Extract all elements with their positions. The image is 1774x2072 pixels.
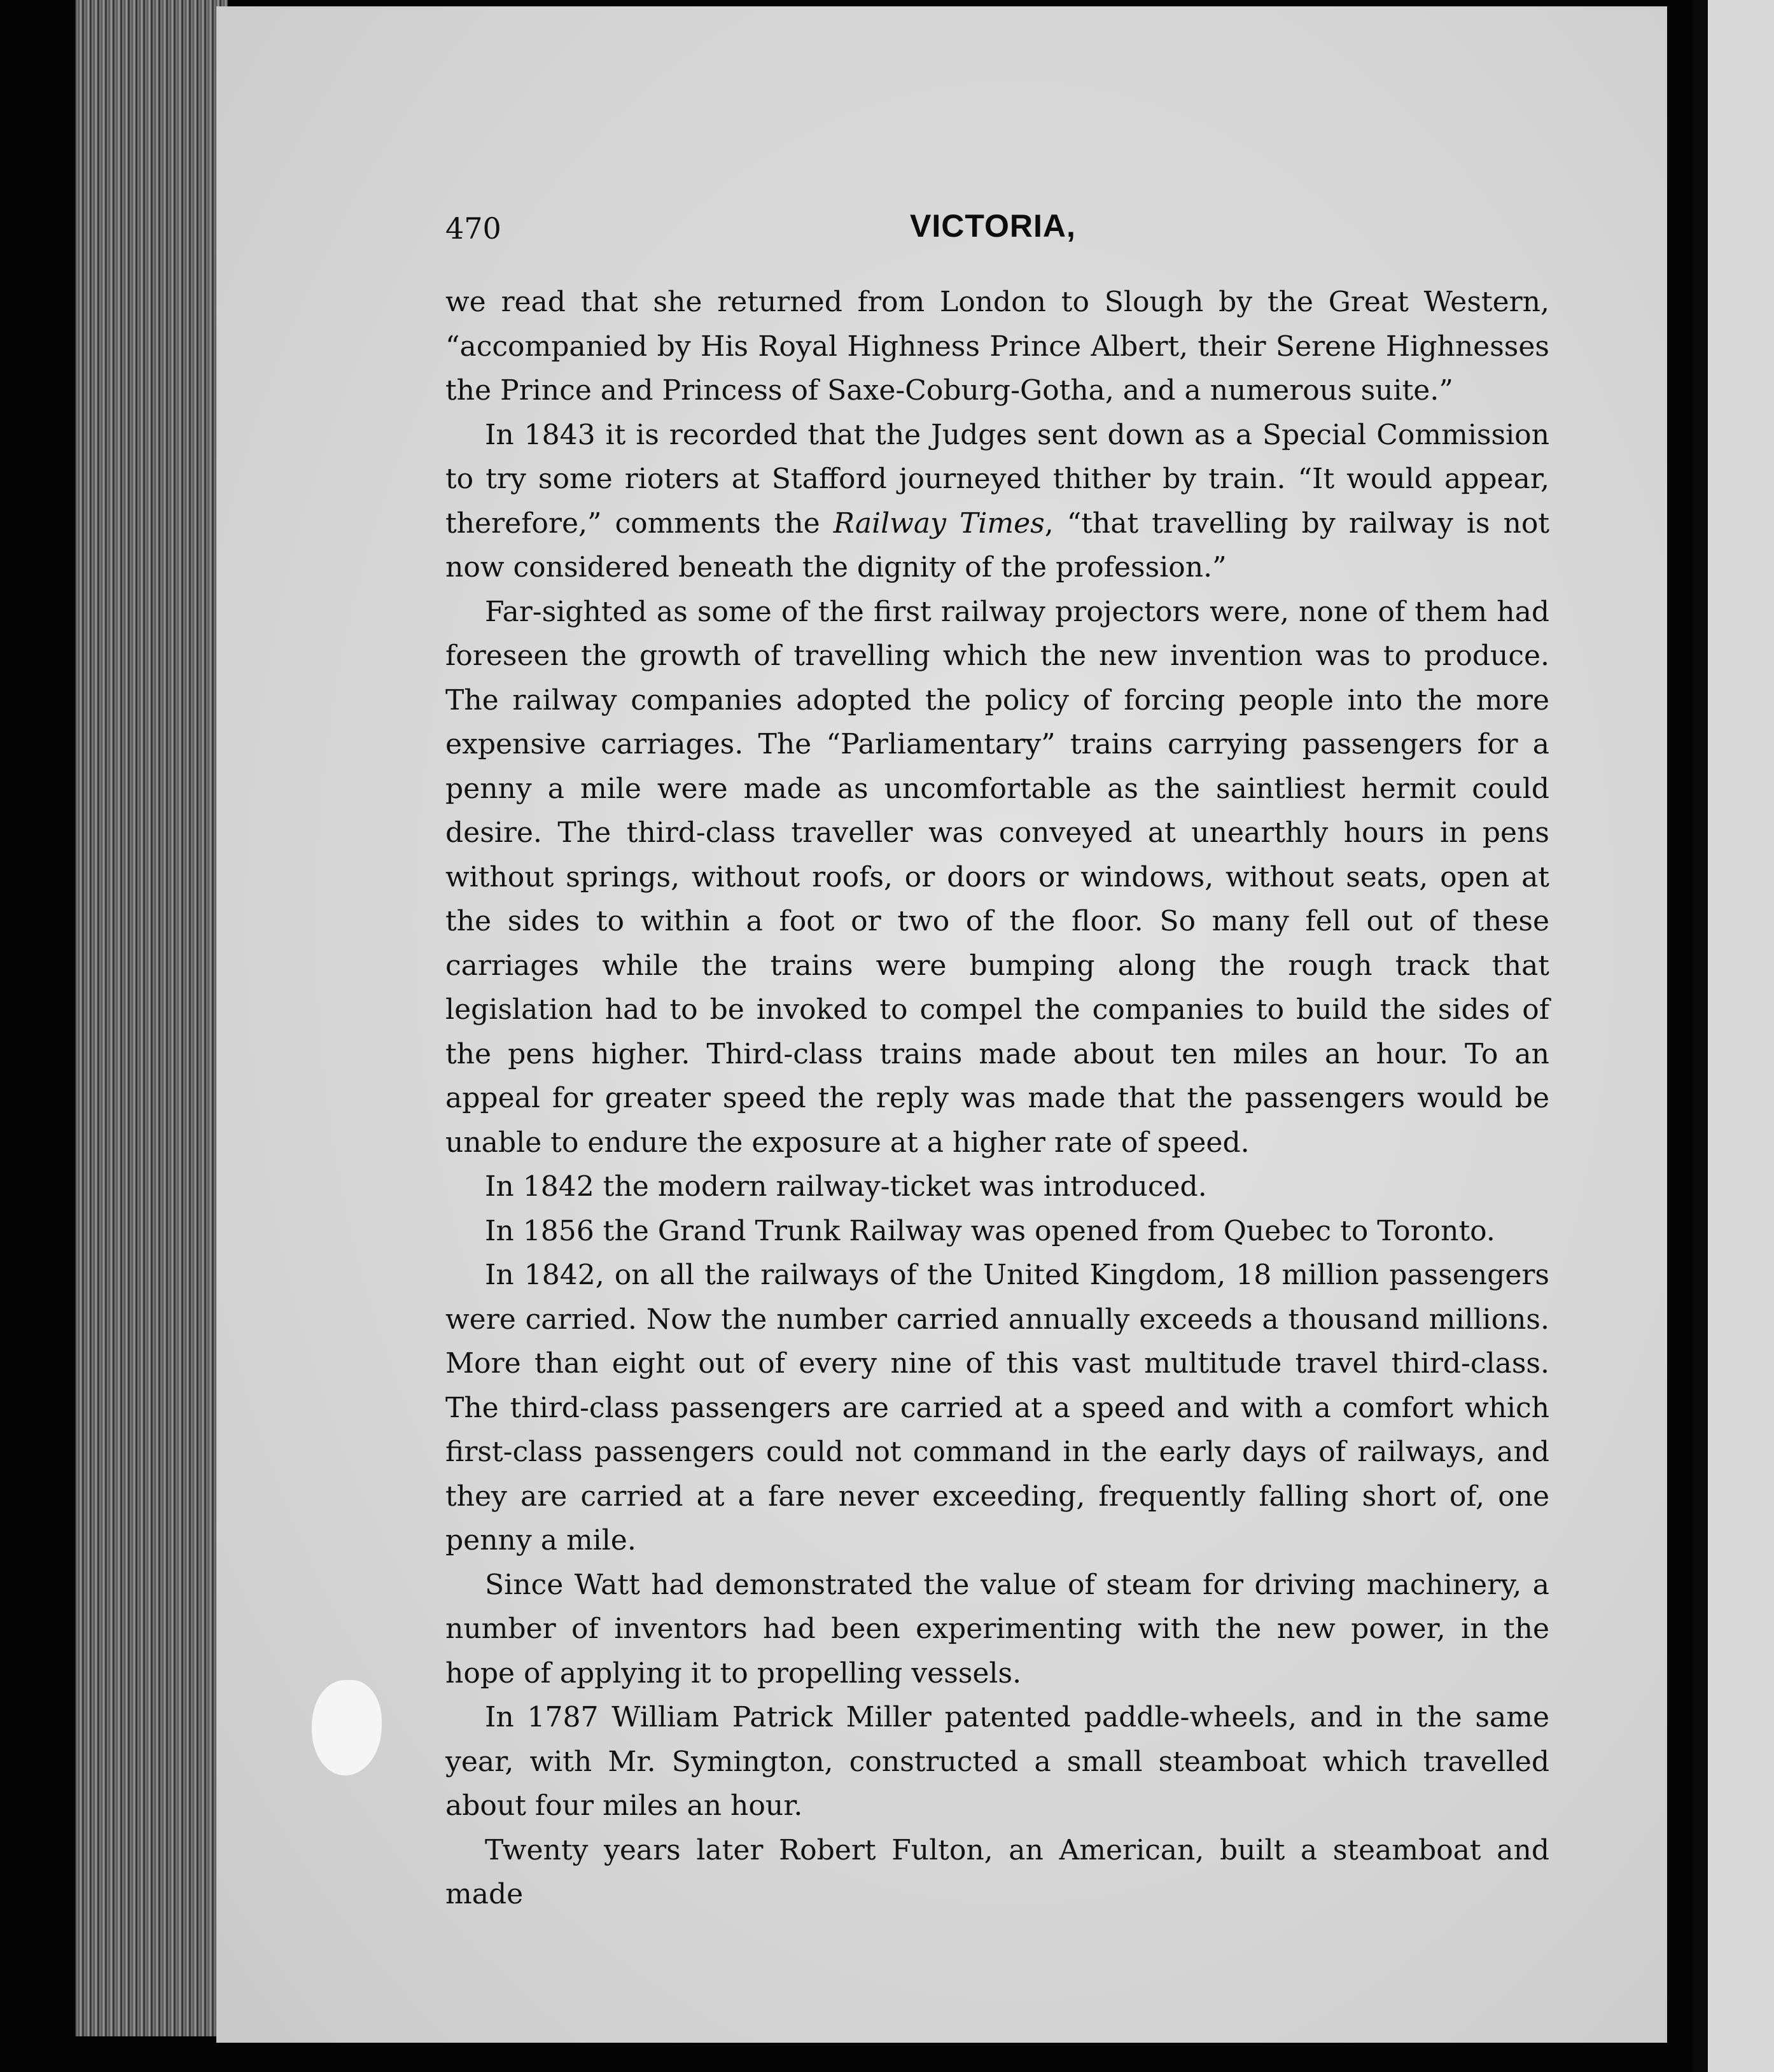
page-number: 470 bbox=[445, 211, 501, 246]
facing-page-edge bbox=[1693, 0, 1774, 2072]
paragraph: we read that she returned from London to Slough by the Great Western, “accompanied by His Royal Highness Prince Albert, their Serene Highnesses the Prince and Princess of Saxe-Coburg-Gotha, and a numerous suite.” bbox=[445, 286, 1549, 407]
book-page-edges bbox=[75, 0, 228, 2036]
paragraph-text: In 1843 it is recorded that the Judges sent down as a Special Commission to try some rioters at Stafford journeyed thither by train. “It would appear, therefore,” comments the bbox=[445, 418, 1549, 540]
body-text bbox=[445, 280, 1549, 1917]
paragraph bbox=[445, 413, 1549, 590]
paragraph: Since Watt had demonstrated the value of steam for driving machinery, a number of inventors had been experimenting with the new power, in the hope of applying it to propelling vessels. bbox=[445, 1568, 1549, 1690]
paragraph: In 1856 the Grand Trunk Railway was opened from Quebec to Toronto. bbox=[485, 1214, 1495, 1247]
paragraph-text: , “that travelling by railway is not now considered beneath the dignity of the profession.” bbox=[445, 507, 1549, 584]
paragraph: Far-sighted as some of the first railway projectors were, none of them had foreseen the growth of travelling which the new invention was to produce. The railway companies adopted the policy of forcing people into the more expensive carriages. The “Parliamentary” trains carrying passengers for a penny a mile were made as uncomfortable as the saintliest hermit could desire. The third-class traveller was conveyed at unearthly hours in pens without springs, without roofs, or doors or windows, without seats, open at the sides to within a foot or two of the floor. So many fell out of these carriages while the trains were bumping along the rough track that legislation had to be invoked to compel the companies to build the sides of the pens higher. Third-class trains made about ten miles an hour. To an appeal for greater speed the reply was made that the passengers would be unable to endure the exposure at a higher rate of speed. bbox=[445, 595, 1549, 1159]
paragraph: In 1842 the modern railway-ticket was introduced. bbox=[485, 1170, 1207, 1203]
periodical-title: Railway Times bbox=[833, 507, 1045, 540]
paragraph: In 1787 William Patrick Miller patented paddle-wheels, and in the same year, with Mr. Symington, constructed a small steamboat which travelled about four miles an hour. bbox=[445, 1701, 1549, 1822]
paragraph: Twenty years later Robert Fulton, an American, built a steamboat and made bbox=[445, 1833, 1549, 1910]
page-header bbox=[445, 204, 1540, 261]
running-head: VICTORIA, bbox=[910, 208, 1076, 244]
paragraph: In 1842, on all the railways of the United Kingdom, 18 million passengers were carried. Now the number carried annually exceeds a thousand millions. More than eight out of every nine of this vast multitude travel third-class. The third-class passengers are carried at a speed and with a comfort which first-class passengers could not command in the early days of railways, and they are carried at a fare never exceeding, frequently falling short of, one penny a mile. bbox=[445, 1259, 1549, 1557]
